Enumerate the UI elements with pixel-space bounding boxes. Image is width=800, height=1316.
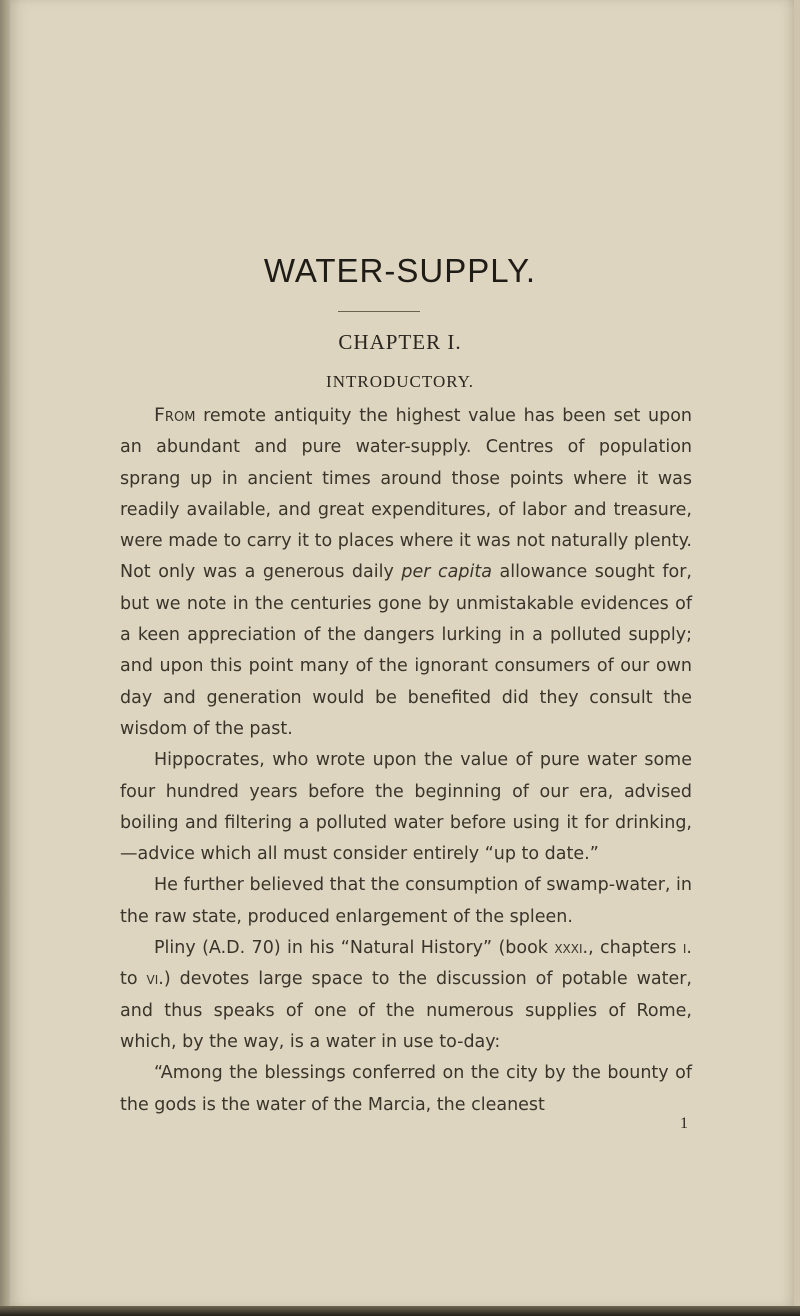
book-number: xxxi. xyxy=(554,938,589,959)
opening-word: From xyxy=(154,404,196,426)
paragraph-4-text-d: to xyxy=(120,969,147,990)
paragraph-4 xyxy=(120,933,692,1058)
era-abbreviation: A.D. xyxy=(208,938,246,959)
paragraph-2: Hippocrates, who wrote upon the value of pure water some four hundred years before the beginning of our era, advised boiling and filtering a polluted water before using it for drinking,—advice which all must consider entirely “up to date.” xyxy=(120,750,692,865)
page-number: 1 xyxy=(680,1115,688,1132)
paragraph-5: “Among the blessings conferred on the city by the bounty of the gods is the water of the Marcia, the cleanest xyxy=(120,1063,692,1115)
section-title: INTRODUCTORY. xyxy=(326,372,474,391)
paragraph-4-text-b: 70) in his “Natural History” (book xyxy=(245,938,555,959)
chapter-from: i. xyxy=(682,938,692,959)
italic-phrase: per capita xyxy=(401,562,492,583)
chapter-to: vi. xyxy=(146,969,164,990)
paragraph-1 xyxy=(120,400,692,745)
book-page xyxy=(6,0,794,1306)
paragraph-1-text-b: allowance sought for, but we note in the centuries gone by unmistakable evidences of a keen appreciation of the dangers lurking in a polluted supply; and upon this point many of the ignorant consumers of our own day and generation would be benefited did they consult the wisdom of the past. xyxy=(120,562,692,739)
body-text xyxy=(120,400,692,1121)
page-heading: WATER-SUPPLY. xyxy=(263,252,537,289)
paragraph-1-text-a: remote antiquity the highest value has been set upon an abundant and pure water-supply. Centres of population sprang up in ancient times around those points where it was readily available, and great expenditures, of labor and treasure, were made to carry it to places where it was not naturally plenty. Not only was a generous daily xyxy=(120,406,692,583)
chapter-heading: CHAPTER I. xyxy=(338,330,462,354)
book-spine-shadow xyxy=(0,0,10,1316)
paragraph-4-text-e: ) devotes large space to the discussion of potable water, and thus speaks of one of the numerous supplies of Rome, which, by the way, is a water in use to-day: xyxy=(120,969,692,1052)
paragraph-4-text-a: Pliny ( xyxy=(154,938,209,959)
ornamental-rule xyxy=(338,311,420,312)
page-bottom-edge xyxy=(0,1306,800,1316)
paragraph-3: He further believed that the consumption of swamp-water, in the raw state, produced enlargement of the spleen. xyxy=(120,875,692,927)
paragraph-4-text-c: , chapters xyxy=(588,938,683,959)
